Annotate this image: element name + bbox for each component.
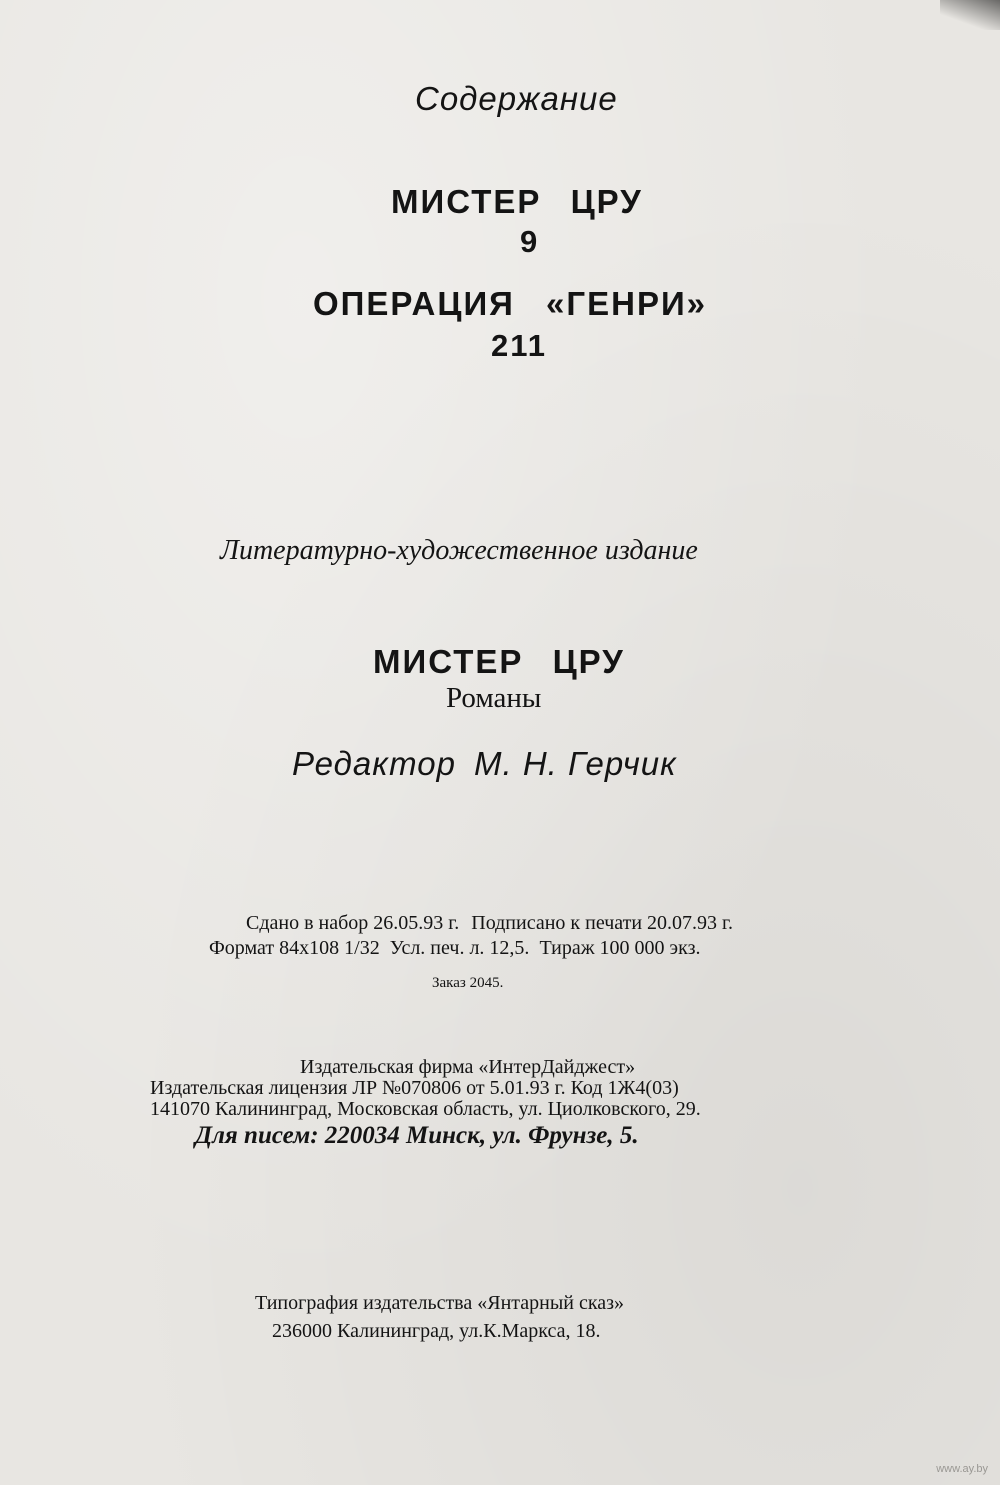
publisher-license: Издательская лицензия ЛР №070806 от 5.01.93 г. Код 1Ж4(03) bbox=[150, 1077, 679, 1099]
format-denominator: 32 bbox=[359, 937, 380, 959]
editor-name: М. Н. Герчик bbox=[474, 745, 677, 782]
printer-address: 236000 Калининград, ул.К.Маркса, 18. bbox=[272, 1320, 601, 1342]
toc-entry-2-page: 211 bbox=[491, 328, 548, 363]
edition-type: Литературно-художественное издание bbox=[220, 535, 698, 566]
letters-address: Для писем: 220034 Минск, ул. Фрунзе, 5. bbox=[195, 1122, 639, 1149]
signed-date: Подписано к печати 20.07.93 г. bbox=[471, 912, 734, 934]
print-sheets: Усл. печ. л. 12,5. bbox=[389, 937, 530, 959]
book-genre: Романы bbox=[446, 682, 542, 714]
circulation: Тираж 100 000 экз. bbox=[539, 937, 701, 959]
format-label: Формат 84x108 1/ bbox=[209, 937, 360, 959]
watermark: www.ay.by bbox=[936, 1463, 988, 1475]
page-corner-shadow bbox=[940, 0, 1000, 30]
imprint-dates bbox=[246, 912, 733, 935]
contents-heading: Содержание bbox=[415, 80, 618, 117]
toc-entry-1-title: МИСТЕР ЦРУ bbox=[391, 183, 643, 220]
publisher-name: Издательская фирма «ИнтерДайджест» bbox=[300, 1056, 636, 1078]
editor-label: Редактор bbox=[292, 745, 456, 782]
toc-entry-2-title: ОПЕРАЦИЯ «ГЕНРИ» bbox=[313, 285, 708, 322]
submitted-date: Сдано в набор 26.05.93 г. bbox=[246, 912, 460, 934]
imprint-format bbox=[209, 937, 701, 960]
toc-entry-1-page: 9 bbox=[520, 224, 540, 259]
publisher-address: 141070 Калининград, Московская область, ул. Циолковского, 29. bbox=[150, 1098, 701, 1120]
printer-name: Типография издательства «Янтарный сказ» bbox=[255, 1292, 625, 1314]
order-number: Заказ 2045. bbox=[432, 975, 504, 991]
editor-line bbox=[292, 745, 677, 783]
book-title: МИСТЕР ЦРУ bbox=[373, 643, 625, 680]
